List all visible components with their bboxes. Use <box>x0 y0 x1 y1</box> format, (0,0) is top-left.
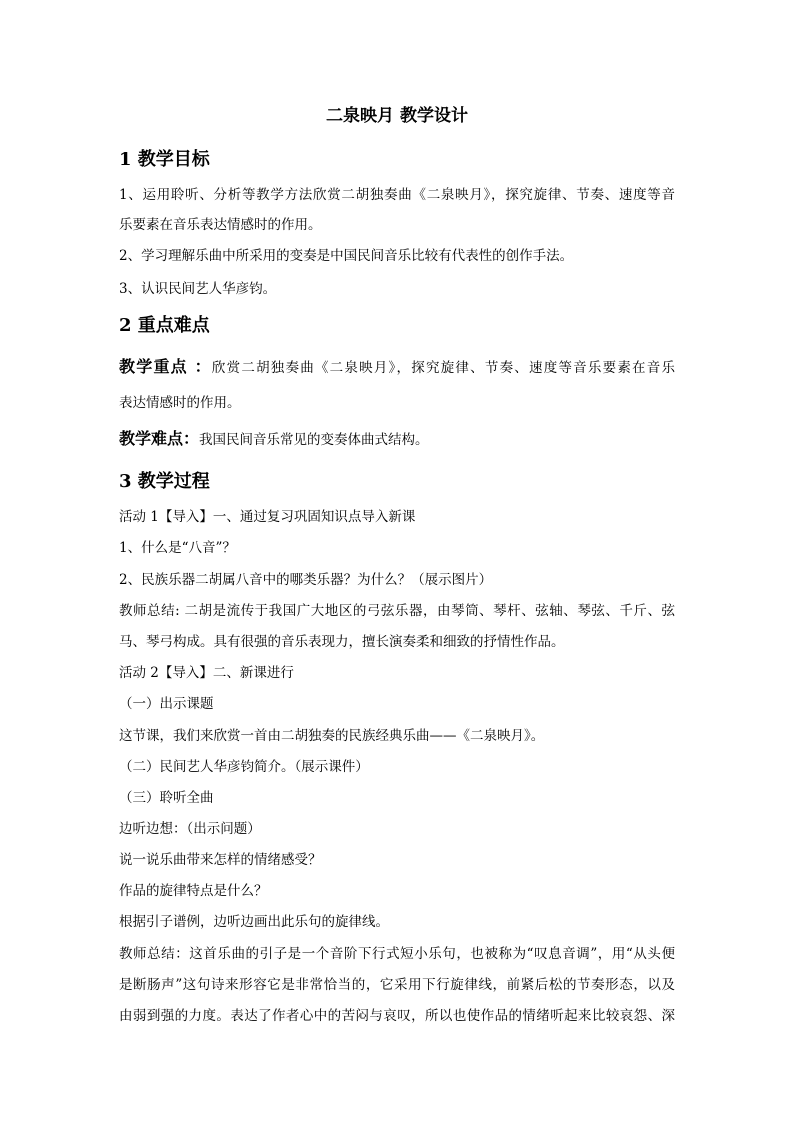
paragraph-line: 说一说乐曲带来怎样的情绪感受？ <box>119 852 322 868</box>
paragraph-line: 1、什么是“八音”？ <box>119 540 236 556</box>
section-heading-objectives: 1 教学目标 <box>119 149 210 170</box>
paragraph-line: （二）民间艺人华彦钧简介。（展示课件） <box>119 759 369 775</box>
key-point-line <box>119 357 675 378</box>
key-point-label: 教学重点 ： <box>119 357 212 376</box>
paragraph-line: 2、学习理解乐曲中所采用的变奏是中国民间音乐比较有代表性的创作手法。 <box>119 248 574 264</box>
paragraph-line: （三）聆听全曲 <box>119 790 214 806</box>
paragraph-line: 表达情感时的作用。 <box>119 395 241 411</box>
difficulty-label: 教学难点： <box>119 429 200 448</box>
paragraph-line: 马、琴弓构成。具有很强的音乐表现力，擅长演奏柔和细致的抒情性作品。 <box>119 634 565 650</box>
paragraph-line: 2、民族乐器二胡属八音中的哪类乐器？为什么？（展示图片） <box>119 572 493 588</box>
paragraph-line: 这节课，我们来欣赏一首由二胡独奏的民族经典乐曲——《二泉映月》。 <box>119 728 545 744</box>
paragraph-line: 3、认识民间艺人华彦钧。 <box>119 281 277 297</box>
paragraph-line: 是断肠声”这句诗来形容它是非常恰当的，它采用下行旋律线，前紧后松的节奏形态，以及 <box>119 977 675 993</box>
paragraph-line: 作品的旋律特点是什么？ <box>119 883 268 899</box>
key-point-text: 欣赏二胡独奏曲《二泉映月》，探究旋律、节奏、速度等音乐要素在音乐 <box>211 360 676 376</box>
paragraph-line: 由弱到强的力度。表达了作者心中的苦闷与哀叹，所以也使作品的情绪听起来比较哀怨、深 <box>119 1008 675 1024</box>
paragraph-line: 边听边想：（出示问题） <box>119 821 261 837</box>
paragraph-line: 乐要素在音乐表达情感时的作用。 <box>119 217 322 233</box>
paragraph-line: 教师总结: 二胡是流传于我国广大地区的弓弦乐器，由琴筒、琴杆、弦轴、琴弦、千斤、弦 <box>119 603 675 619</box>
paragraph-line: 活动 2【导入】二、新课进行 <box>119 665 294 681</box>
paragraph-line: 教师总结：这首乐曲的引子是一个音阶下行式短小乐句，也被称为“叹息音调”，用“从头便 <box>119 946 675 962</box>
difficulty-line <box>119 429 429 450</box>
paragraph-line: 活动 1【导入】一、通过复习巩固知识点导入新课 <box>119 509 416 525</box>
section-heading-process: 3 教学过程 <box>119 471 210 492</box>
paragraph-line: （一）出示课题 <box>119 696 214 712</box>
paragraph-line: 1、运用聆听、分析等教学方法欣赏二胡独奏曲《二泉映月》，探究旋律、节奏、速度等音 <box>119 187 675 203</box>
difficulty-text: 我国民间音乐常见的变奏体曲式结构。 <box>199 432 429 448</box>
document-title: 二泉映月 教学设计 <box>326 106 468 126</box>
section-heading-key-points: 2 重点难点 <box>119 315 210 336</box>
paragraph-line: 根据引子谱例，边听边画出此乐句的旋律线。 <box>119 914 389 930</box>
